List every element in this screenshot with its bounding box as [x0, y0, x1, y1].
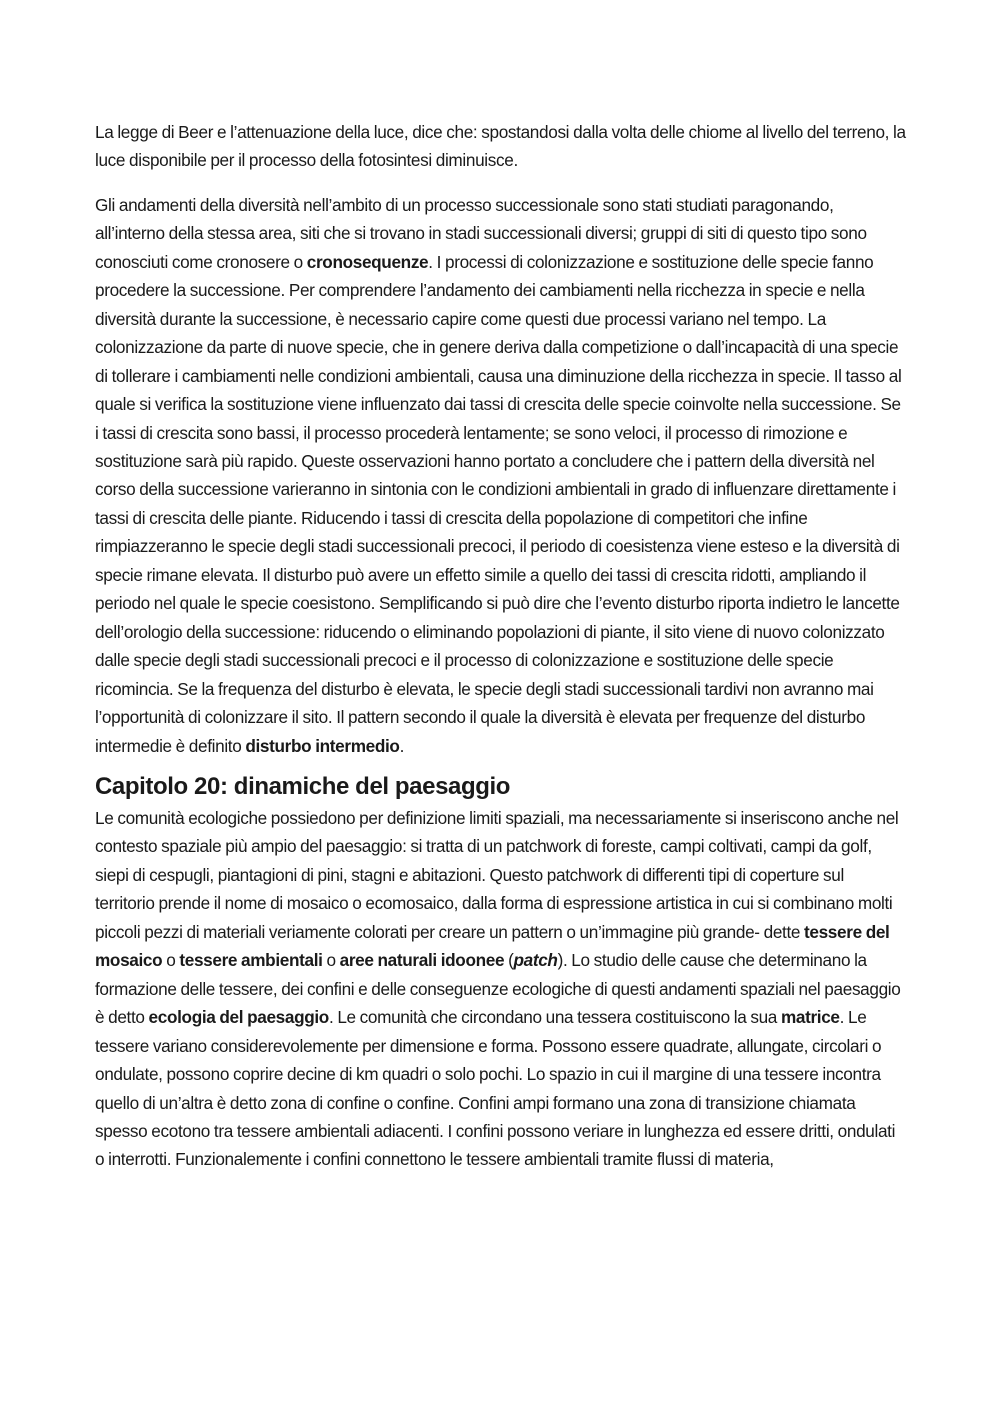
text-run: Gli andamenti della diversità nell’ambito di un processo successionale sono stati studiati paragonando, all’interno della stessa area, siti che si trovano in stadi successionali diversi; gruppi di siti di questo tipo sono conosciuti come cronosere o: [95, 194, 867, 272]
text-run: o: [322, 950, 340, 971]
term-tessere-ambientali: tessere ambientali: [179, 950, 323, 971]
paragraph-beer-law-text: La legge di Beer e l’attenuazione della luce, dice che: spostandosi dalla volta delle chiome al livello del terreno, la luce disponibile per il processo della fotosintesi diminuisce.: [95, 122, 906, 171]
chapter-heading: Capitolo 20: dinamiche del paesaggio: [95, 772, 511, 800]
text-run: o: [162, 950, 180, 971]
term-ecologia-del-paesaggio: ecologia del paesaggio: [148, 1007, 329, 1028]
term-aree-naturali-idoonee: aree naturali idoonee: [339, 950, 505, 971]
term-disturbo-intermedio: disturbo intermedio: [245, 735, 400, 756]
text-run: .: [399, 735, 405, 756]
term-patch: patch: [513, 950, 558, 971]
text-run: Le comunità ecologiche possiedono per definizione limiti spaziali, ma necessariamente si inseriscono anche nel contesto spaziale più ampio del paesaggio: si tratta di un patchwork di foreste, campi coltivati, campi da golf, siepi di cespugli, piantagioni di pini, stagni e abitazioni. Questo patchwork di differenti tipi di coperture sul territorio prende il nome di mosaico o ecomosaico, dalla forma di espressione artistica in cui si combinano molti piccoli pezzi di materiali veriamente colorati per creare un pattern o un’immagine più grande- dette: [95, 807, 899, 942]
text-run: . I processi di colonizzazione e sostituzione delle specie fanno procedere la successione. Per comprendere l’andamento dei cambiamenti nella ricchezza in specie e nella diversità durante la successione, è necessario capire come questi due processi variano nel tempo. La colonizzazione da parte di nuove specie, che in genere deriva dalla competizione o dall’incapacità di una specie di tollerare i cambiamenti nelle condizioni ambientali, causa una diminuzione della ricchezza in specie. Il tasso al quale si verifica la sostituzione viene influenzato dai tassi di crescita delle specie coinvolte nella successione. Se i tassi di crescita sono bassi, il processo procederà lentamente; se sono veloci, il processo di rimozione e sostituzione sarà più rapido. Queste osservazioni hanno portato a concludere che i pattern della diversità nel corso della successione varieranno in sintonia con le condizioni ambientali in grado di influenzare direttamente i tassi di crescita delle piante. Riducendo i tassi di crescita della popolazione di competitori che infine rimpiazzeranno le specie degli stadi successionali precoci, il periodo di coesistenza viene esteso e la diversità di specie rimane elevata. Il disturbo può avere un effetto simile a quello dei tassi di crescita ridotti, ampliando il periodo nel quale le specie coesistono. Semplificando si può dire che l’evento disturbo riporta indietro le lancette dell’orologio della successione: riducendo o eliminando popolazioni di piante, il sito viene di nuovo colonizzato dalle specie degli stadi successionali precoci e il processo di colonizzazione e sostituzione delle specie ricomincia. Se la frequenza del disturbo è elevata, le specie degli stadi successionali tardivi non avranno mai l’opportunità di colonizzare il sito. Il pattern secondo il quale la diversità è elevata per frequenze del disturbo intermedie è definito: [95, 251, 902, 756]
term-matrice: matrice: [780, 1007, 840, 1028]
text-run: . Le comunità che circondano una tessera costituiscono la sua: [328, 1007, 781, 1028]
document-page: [95, 118, 907, 1174]
text-run: ). Lo studio delle cause che determinano la formazione delle tessere, dei confini e delle conseguenze ecologiche di questi andamenti spaziali nel paesaggio è detto: [95, 950, 901, 1028]
term-tessere-del-mosaico: tessere del mosaico: [95, 921, 890, 971]
text-run: (: [504, 950, 514, 971]
text-run: . Le tessere variano considerevolemente per dimensione e forma. Possono essere quadrate, allungate, circolari o ondulate, possono coprire decine di km quadri o solo pochi. Lo spazio in cui il margine di una tessere incontra quello di un’altra è detto zona di confine o confine. Confini ampi formano una zona di transizione chiamata spesso ecotono tra tessere ambientali adiacenti. I confini possono veriare in lunghezza ed essere dritti, ondulati o interrotti. Funzionalemente i confini connettono le tessere ambientali tramite flussi di materia,: [95, 1007, 896, 1170]
paragraph-diversity-succession: [95, 191, 907, 760]
paragraph-landscape: [95, 804, 907, 1174]
paragraph-beer-law: [95, 118, 907, 175]
term-cronosequenze: cronosequenze: [306, 251, 429, 272]
